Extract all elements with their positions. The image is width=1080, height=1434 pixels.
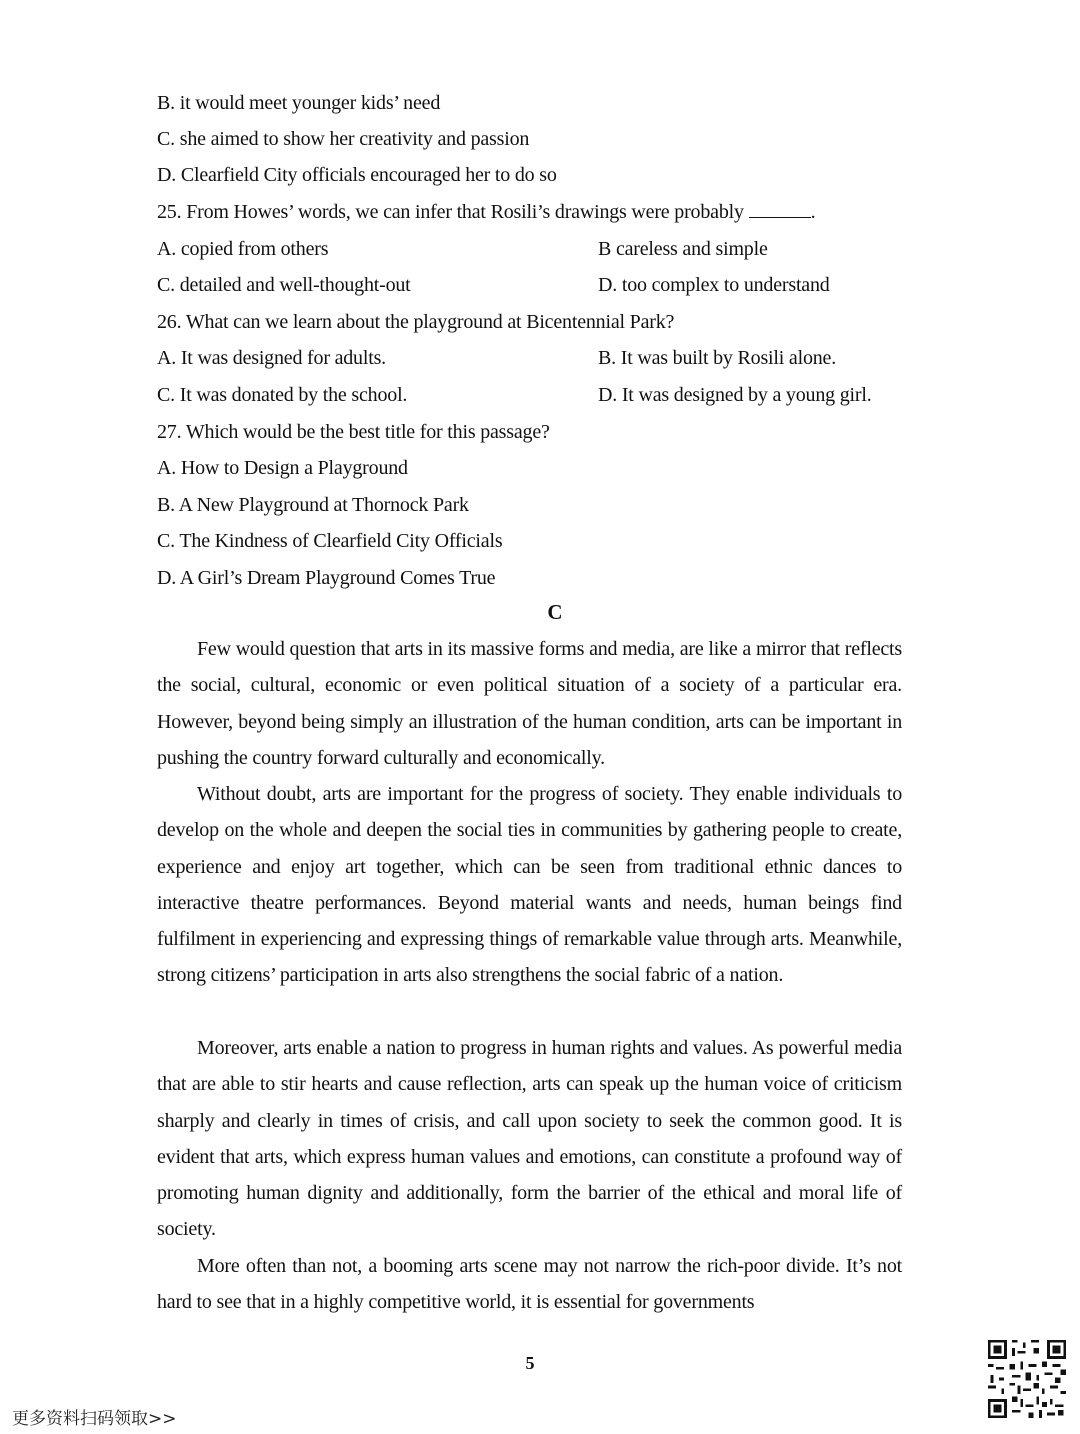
passage-paragraph-2: Without doubt, arts are important for the progress of society. They enable individuals to develop on the whole and deepen the social ties in communities by gathering people to create, experience and enjoy art together, which can be seen from traditional ethnic dances to interactive theatre performances. Beyond material wants and needs, human beings find fulfilment in experiencing and expressing things of remarkable value through arts. Meanwhile, strong citizens’ participation in arts also strengthens the social fabric of a nation.: [157, 783, 902, 987]
q25-option-b: B careless and simple: [598, 238, 768, 260]
q27-option-b: B. A New Playground at Thornock Park: [157, 494, 469, 516]
q25-option-a: A. copied from others: [157, 238, 329, 260]
q24-option-b: B. it would meet younger kids’ need: [157, 92, 441, 114]
q24-option-c: C. she aimed to show her creativity and passion: [157, 128, 530, 150]
q26-option-d: D. It was designed by a young girl.: [598, 384, 872, 406]
q25-stem-text: 25. From Howes’ words, we can infer that Rosili’s drawings were probably: [157, 201, 744, 223]
q26-option-a: A. It was designed for adults.: [157, 347, 386, 369]
q25-option-d: D. too complex to understand: [598, 274, 830, 296]
q26-option-c: C. It was donated by the school.: [157, 384, 408, 406]
passage-paragraph-3: Moreover, arts enable a nation to progress in human rights and values. As powerful media that are able to stir hearts and cause reflection, arts can speak up the human voice of criticism sharply and clearly in times of crisis, and call upon society to seek the common good. It is evident that arts, which express human values and emotions, can constitute a profound way of promoting human dignity and additionally, form the barrier of the ethical and moral life of society.: [157, 1037, 902, 1241]
q27-option-c: C. The Kindness of Clearfield City Officials: [157, 530, 503, 552]
q25-stem: 25. From Howes’ words, we can infer that Rosili’s drawings were probably .: [157, 201, 816, 223]
q27-stem: 27. Which would be the best title for this passage?: [157, 421, 550, 443]
q26-stem: 26. What can we learn about the playground at Bicentennial Park?: [157, 311, 675, 333]
section-heading: C: [547, 600, 563, 624]
page-number: 5: [525, 1353, 535, 1373]
qr-code-icon[interactable]: [988, 1340, 1066, 1418]
footer-promo-text[interactable]: 更多资料扫码领取>>: [12, 1409, 177, 1429]
q27-option-d: D. A Girl’s Dream Playground Comes True: [157, 567, 496, 589]
passage-paragraph-4: More often than not, a booming arts scene may not narrow the rich-poor divide. It’s not hard to see that in a highly competitive world, it is essential for governments: [157, 1255, 902, 1314]
passage-paragraph-1: Few would question that arts in its massive forms and media, are like a mirror that reflects the social, cultural, economic or even political situation of a society of a particular era. However, beyond being simply an illustration of the human condition, arts can be important in pushing the country forward culturally and economically.: [157, 638, 902, 769]
answer-blank: [749, 199, 811, 218]
q27-option-a: A. How to Design a Playground: [157, 457, 408, 479]
q24-option-d: D. Clearfield City officials encouraged her to do so: [157, 164, 557, 186]
q26-option-b: B. It was built by Rosili alone.: [598, 347, 837, 369]
q25-option-c: C. detailed and well-thought-out: [157, 274, 411, 296]
